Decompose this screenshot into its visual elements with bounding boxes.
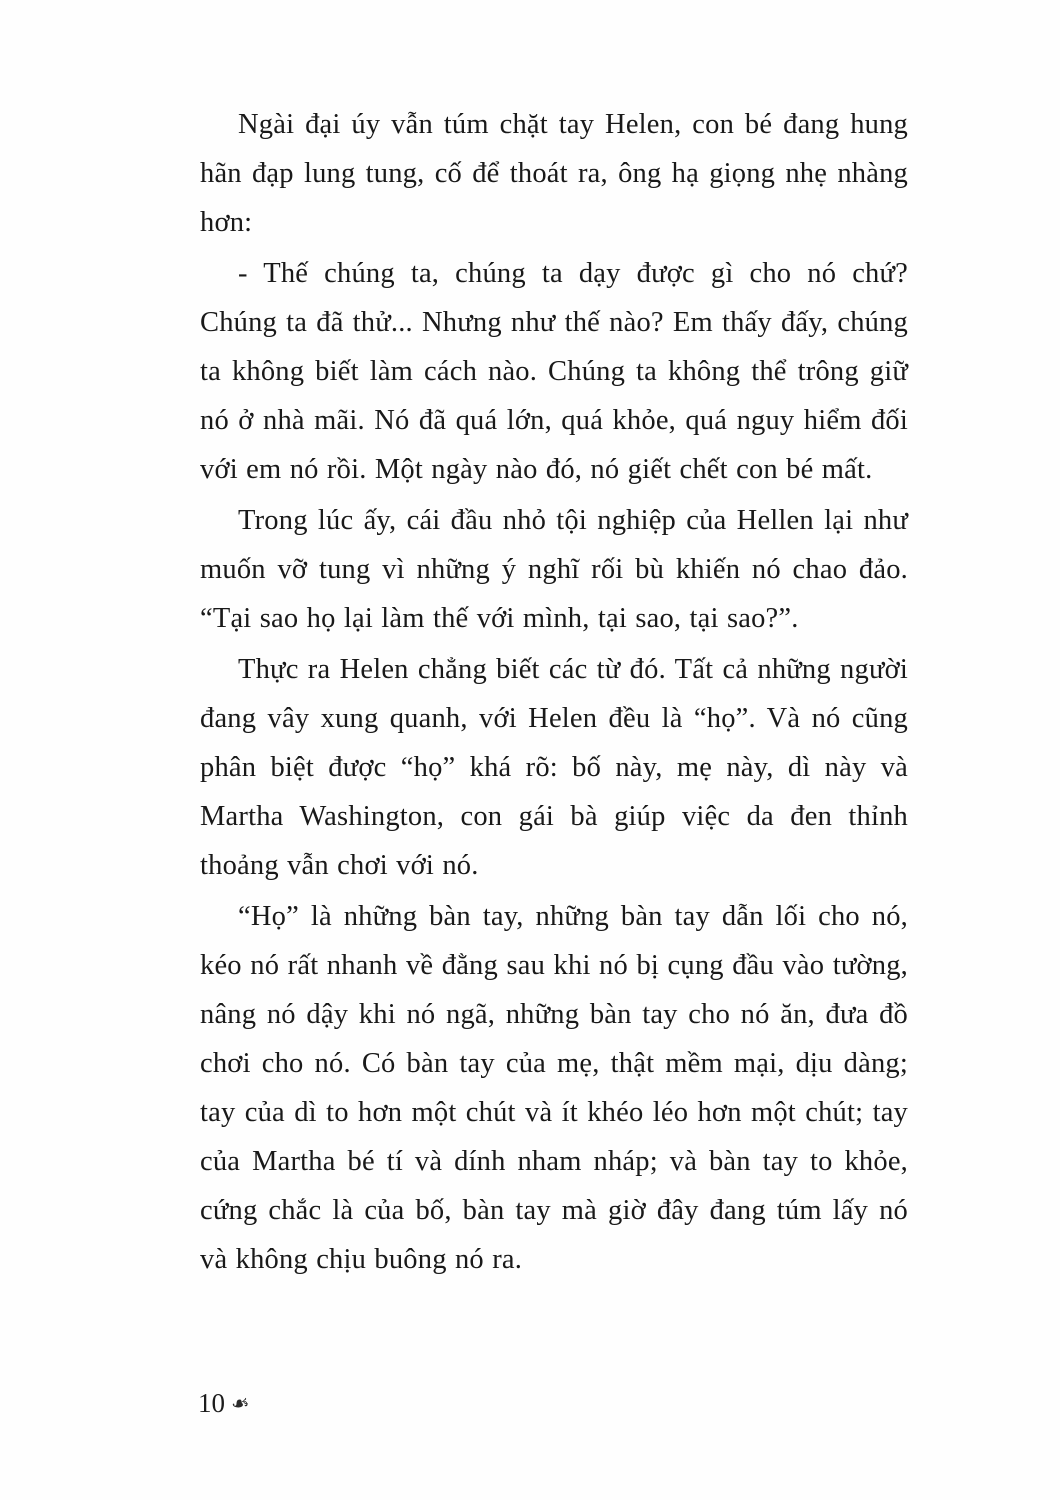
page-footer	[198, 1388, 252, 1418]
paragraph: - Thế chúng ta, chúng ta dạy được gì cho nó chứ? Chúng ta đã thử... Nhưng như thế nào? Em thấy đấy, chúng ta không biết làm cách nào. Chúng ta không thể trông giữ nó ở nhà mãi. Nó đã quá lớn, quá khỏe, quá nguy hiểm đối với em nó rồi. Một ngày nào đó, nó giết chết con bé mất.	[200, 258, 908, 485]
body-text	[200, 100, 908, 1284]
page-number: 10	[198, 1388, 225, 1418]
paragraph: “Họ” là những bàn tay, những bàn tay dẫn lối cho nó, kéo nó rất nhanh về đằng sau khi nó bị cụng đầu vào tường, nâng nó dậy khi nó ngã, những bàn tay cho nó ăn, đưa đồ chơi cho nó. Có bàn tay của mẹ, thật mềm mại, dịu dàng; tay của dì to hơn một chút và ít khéo léo hơn một chút; tay của Martha bé tí và dính nham nháp; và bàn tay to khỏe, cứng chắc là của bố, bàn tay mà giờ đây đang túm lấy nó và không chịu buông nó ra.	[200, 901, 908, 1275]
paragraph: Ngài đại úy vẫn túm chặt tay Helen, con bé đang hung hãn đạp lung tung, cố để thoát ra, ông hạ giọng nhẹ nhàng hơn:	[200, 109, 908, 238]
fleuron-icon: ❧	[229, 1389, 252, 1417]
paragraph: Thực ra Helen chẳng biết các từ đó. Tất cả những người đang vây xung quanh, với Helen đều là “họ”. Và nó cũng phân biệt được “họ” khá rõ: bố này, mẹ này, dì này và Martha Washington, con gái bà giúp việc da đen thỉnh thoảng vẫn chơi với nó.	[200, 654, 908, 881]
paragraph: Trong lúc ấy, cái đầu nhỏ tội nghiệp của Hellen lại như muốn vỡ tung vì những ý nghĩ rối bù khiến nó chao đảo. “Tại sao họ lại làm thế với mình, tại sao, tại sao?”.	[200, 505, 908, 634]
